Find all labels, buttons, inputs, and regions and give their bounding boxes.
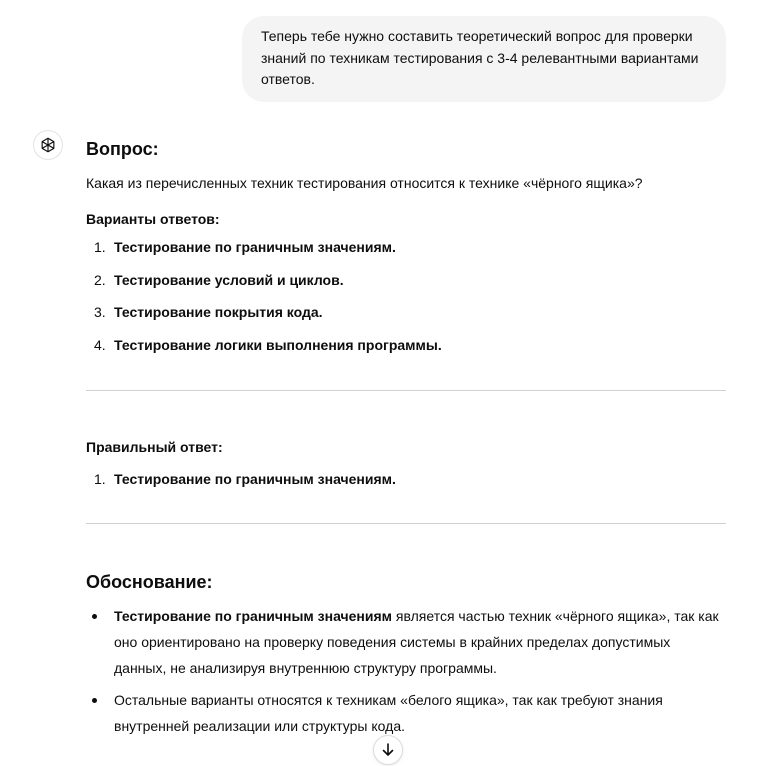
question-heading: Вопрос: — [86, 139, 159, 159]
divider — [86, 390, 726, 391]
list-item-text: Тестирование условий и циклов. — [114, 271, 344, 288]
list-item-number: 3. — [94, 304, 106, 321]
user-message-bubble — [242, 16, 726, 102]
variants-list — [86, 236, 726, 356]
justification-bold: Тестирование по граничным значениям — [114, 607, 393, 624]
list-item-number: 1. — [94, 470, 106, 487]
list-item — [114, 687, 726, 739]
list-item — [94, 236, 726, 258]
correct-answer-list — [86, 468, 726, 490]
question-text: Какая из перечисленных техник тестирования относится к технике «чёрного ящика»? — [86, 175, 643, 191]
assistant-message — [86, 136, 726, 745]
correct-answer-label: Правильный ответ: — [86, 438, 223, 455]
list-item-text: Тестирование логики выполнения программы. — [114, 336, 442, 353]
user-message-text: Теперь тебе нужно составить теоретический вопрос для проверки знаний по техникам тестирования с 3-4 релевантными вариантами ответов. — [261, 28, 699, 87]
assistant-avatar — [33, 130, 63, 160]
list-item — [94, 334, 726, 356]
justification-list — [86, 603, 726, 739]
justification-text: является частью техник «чёрного ящика», так как оно ориентировано на проверку поведения системы в крайних пределах допустимых данных, не анализируя внутреннюю структуру программы. — [114, 607, 719, 676]
list-item-number: 2. — [94, 271, 106, 288]
list-item-number: 1. — [94, 239, 106, 255]
list-item-text: Тестирование по граничным значениям. — [114, 239, 396, 255]
bullet-icon — [92, 698, 97, 703]
list-item — [94, 301, 726, 323]
list-item — [94, 269, 726, 291]
scroll-to-bottom-button[interactable] — [373, 735, 403, 765]
arrow-down-icon — [380, 742, 396, 758]
list-item-number: 4. — [94, 336, 106, 353]
list-item — [94, 468, 726, 490]
variants-label: Варианты ответов: — [86, 211, 220, 227]
list-item-text: Тестирование по граничным значениям. — [114, 470, 396, 487]
bullet-icon — [92, 614, 97, 619]
divider — [86, 523, 726, 524]
justification-heading: Обоснование: — [86, 571, 213, 592]
justification-text: Остальные варианты относятся к техникам «белого ящика», так как требуют знания внутренней реализации или структуры кода. — [114, 691, 663, 734]
list-item-text: Тестирование покрытия кода. — [114, 304, 323, 321]
openai-logo-icon — [39, 136, 57, 154]
list-item — [114, 603, 726, 681]
